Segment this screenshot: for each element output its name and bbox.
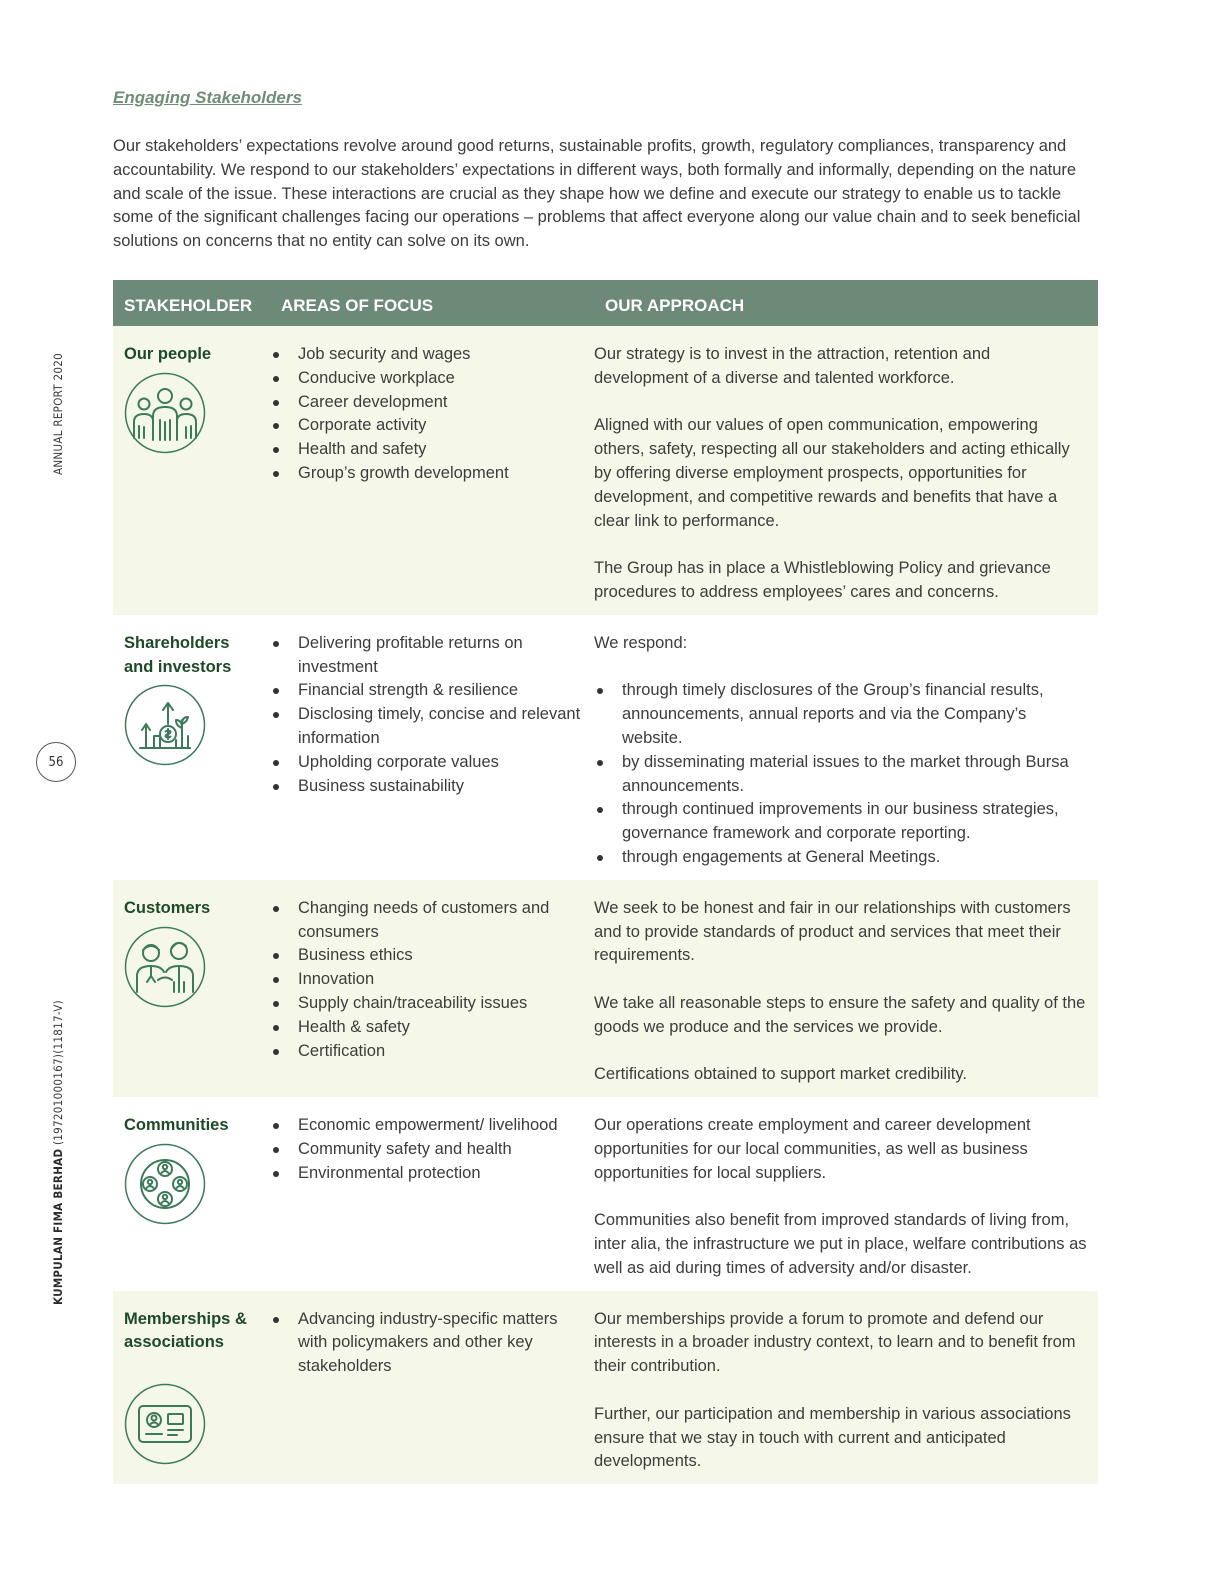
approach-paragraph: Aligned with our values of open communication, empowering others, safety, respecting all our stakeholders and acting ethically by offering diverse employment prospects, opportunities for development, and competitive rewards and benefits that have a clear link to performance. — [594, 416, 1070, 530]
list-item: by disseminating material issues to the market through Bursa announcements. — [594, 751, 1088, 799]
list-item: Economic empowerment/ livelihood — [270, 1114, 586, 1138]
stakeholder-name: Communities — [124, 1116, 229, 1135]
header-areas-of-focus: AREAS OF FOCUS — [270, 280, 594, 326]
stakeholder-name: Our people — [124, 344, 212, 363]
list-item: through engagements at General Meetings. — [594, 846, 1088, 870]
stakeholder-name — [124, 1308, 270, 1356]
focus-cell — [270, 615, 594, 880]
list-item: Disclosing timely, concise and relevant information — [270, 703, 586, 751]
company-registration-vertical — [51, 999, 67, 1305]
list-item: Changing needs of customers and consumers — [270, 897, 586, 945]
report-title-vertical: ANNUAL REPORT 2020 — [51, 352, 65, 475]
membership-card-icon — [124, 1383, 206, 1465]
approach-paragraph: Certifications obtained to support market credibility. — [594, 1065, 967, 1084]
approach-paragraph: Our memberships provide a forum to promote and defend our interests in a broader industry context, to learn and to benefit from their contribution. — [594, 1309, 1076, 1376]
stakeholder-name-line: Memberships & — [124, 1309, 247, 1328]
stakeholder-name: Customers — [124, 898, 211, 917]
list-item: Community safety and health — [270, 1138, 586, 1162]
stakeholder-cell — [113, 615, 270, 880]
stakeholder-name-line: associations — [124, 1333, 224, 1352]
main-content — [113, 86, 1098, 1484]
table-header-row — [113, 280, 1098, 326]
table-row — [113, 326, 1098, 615]
approach-cell — [594, 1097, 1098, 1291]
focus-list — [270, 632, 586, 799]
focus-list — [270, 1114, 586, 1185]
company-name: KUMPULAN FIMA BERHAD — [51, 1148, 65, 1305]
list-item: Certification — [270, 1040, 586, 1064]
stakeholder-name-line: and investors — [124, 657, 232, 676]
focus-list — [270, 897, 586, 1064]
focus-list — [270, 343, 586, 486]
focus-cell — [270, 1097, 594, 1291]
list-item: Health and safety — [270, 438, 586, 462]
list-item: Job security and wages — [270, 343, 586, 367]
investment-growth-icon — [124, 684, 206, 766]
list-item: through timely disclosures of the Group’s financial results, announcements, annual reports and via the Company’s website. — [594, 679, 1088, 750]
focus-cell — [270, 1291, 594, 1485]
list-item: Group’s growth development — [270, 462, 586, 486]
list-item: Upholding corporate values — [270, 751, 586, 775]
focus-cell — [270, 880, 594, 1097]
customers-icon — [124, 926, 206, 1008]
table-row — [113, 880, 1098, 1097]
table-row — [113, 615, 1098, 880]
list-item: Business sustainability — [270, 775, 586, 799]
list-item: Innovation — [270, 968, 586, 992]
intro-paragraph: Our stakeholders’ expectations revolve around good returns, sustainable profits, growth, regulatory compliances, transparency and accountability. We respond to our stakeholders’ expectations in different ways, both formally and informally, depending on the nature and scale of the issue. These interactions are crucial as they shape how we define and execute our strategy to enable us to tackle some of the significant challenges facing our operations – problems that affect everyone along our value chain and to seek beneficial solutions on concerns that no entity can solve on its own. — [113, 137, 1081, 251]
list-item: Conducive workplace — [270, 367, 586, 391]
list-item: Business ethics — [270, 944, 586, 968]
list-item: Career development — [270, 391, 586, 415]
table-row — [113, 1291, 1098, 1485]
list-item: Corporate activity — [270, 414, 586, 438]
page-number: 56 — [36, 742, 76, 782]
stakeholder-name-line: Shareholders — [124, 633, 230, 652]
list-item: Environmental protection — [270, 1162, 586, 1186]
header-stakeholder: STAKEHOLDER — [113, 280, 270, 326]
list-item: Delivering profitable returns on investment — [270, 632, 586, 680]
approach-cell — [594, 615, 1098, 880]
approach-cell — [594, 880, 1098, 1097]
approach-list — [594, 679, 1088, 869]
table-row — [113, 1097, 1098, 1291]
community-network-icon — [124, 1143, 206, 1225]
list-item: Financial strength & resilience — [270, 679, 586, 703]
stakeholder-table — [113, 280, 1098, 1484]
approach-cell — [594, 326, 1098, 615]
approach-paragraph: Communities also benefit from improved standards of living from, inter alia, the infrastructure we put in place, welfare contributions as well as aid during times of adversity and/or disaster. — [594, 1211, 1087, 1277]
stakeholder-name — [124, 632, 270, 680]
approach-paragraph: The Group has in place a Whistleblowing Policy and grievance procedures to address employees’ cares and concerns. — [594, 559, 1051, 601]
approach-cell — [594, 1291, 1098, 1485]
stakeholder-cell — [113, 326, 270, 615]
stakeholder-cell — [113, 1291, 270, 1485]
people-icon — [124, 372, 206, 454]
approach-paragraph: We respond: — [594, 633, 688, 652]
list-item: Advancing industry-specific matters with policymakers and other key stakeholders — [270, 1308, 586, 1379]
registration-number: (197201000167)(11817-V) — [51, 999, 65, 1149]
section-heading: Engaging Stakeholders — [113, 88, 302, 107]
stakeholder-cell — [113, 1097, 270, 1291]
list-item: Health & safety — [270, 1016, 586, 1040]
list-item: through continued improvements in our business strategies, governance framework and corporate reporting. — [594, 798, 1088, 846]
approach-paragraph: Further, our participation and membership in various associations ensure that we stay in touch with current and anticipated developments. — [594, 1404, 1071, 1471]
approach-paragraph: Our operations create employment and career development opportunities for our local communities, as well as business opportunities for local suppliers. — [594, 1116, 1031, 1182]
header-our-approach: OUR APPROACH — [594, 280, 1098, 326]
stakeholder-cell — [113, 880, 270, 1097]
approach-paragraph: We take all reasonable steps to ensure the safety and quality of the goods we produce and the services we provide. — [594, 993, 1086, 1036]
focus-list — [270, 1308, 586, 1379]
list-item: Supply chain/traceability issues — [270, 992, 586, 1016]
approach-paragraph: Our strategy is to invest in the attraction, retention and development of a diverse and talented workforce. — [594, 344, 991, 387]
approach-paragraph: We seek to be honest and fair in our relationships with customers and to provide standards of product and services that meet their requirements. — [594, 898, 1071, 965]
focus-cell — [270, 326, 594, 615]
